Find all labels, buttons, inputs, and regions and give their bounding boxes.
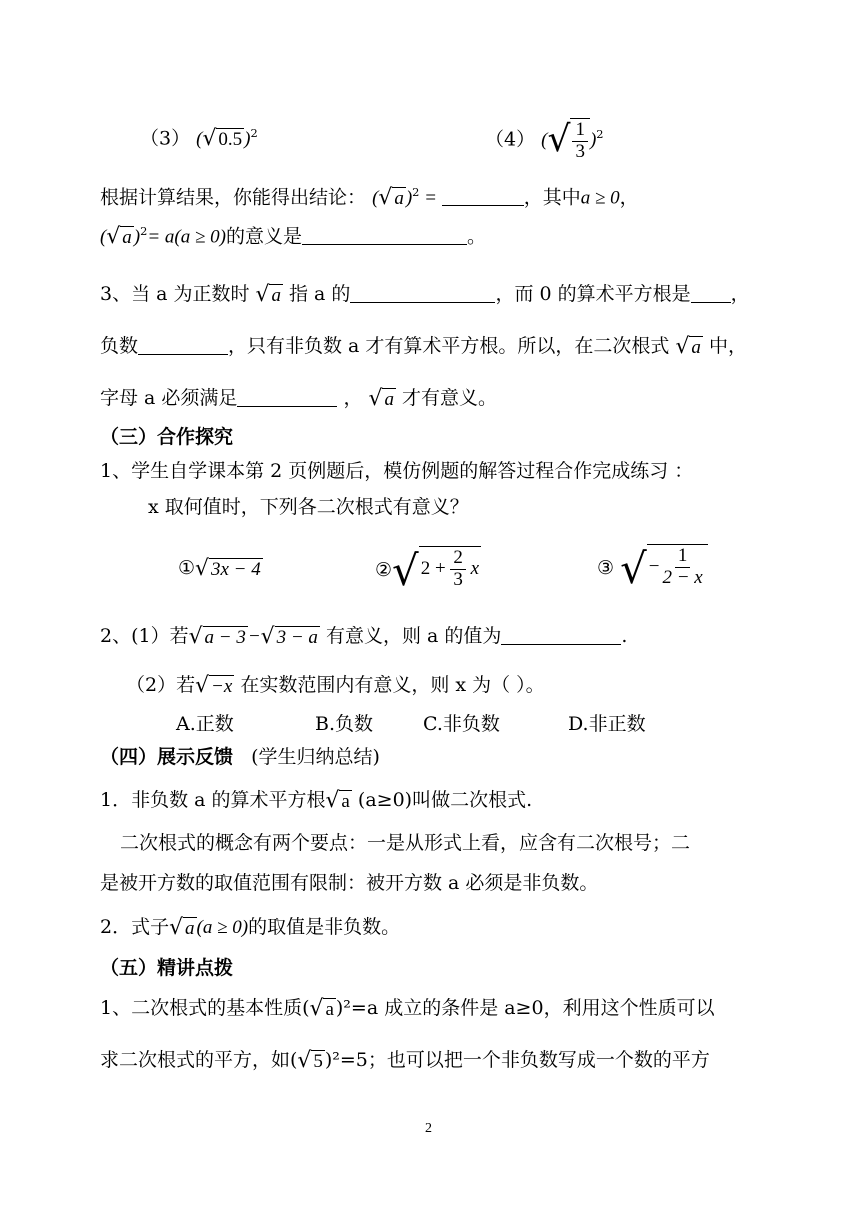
conclusion-mid: ，其中 [523,186,581,209]
exercise-item-3: （3） ( √ 0.5 )$^2$ [140,126,258,152]
answer-blank[interactable] [442,187,524,206]
answer-blank[interactable] [138,336,228,355]
exercise-item-4: （4） ( √ $\frac{1}{3}$ )$^2$ [485,118,604,162]
option-3: ③ √ − $\frac{1}{2 - x}$ [597,544,708,594]
lecture-line-1: 1、二次根式的基本性质( √ a )²=a 成立的条件是 a≥0，利用这个性质可以 [100,996,715,1021]
feedback-point-2: 2．式子 √ a (a ≥ 0)的取值是非负数。 [100,915,401,940]
heading-feedback: （四）展示反馈 [100,746,234,768]
coop-question-1: 1、学生自学课本第 2 页例题后，模仿例题的解答过程合作完成练习 ： [100,460,694,482]
coop-question-1-sub: x 取何值时，下列各二次根式有意义？ [148,496,469,518]
sqrt-expression: √ 0.5 [202,126,243,152]
heading-cooperative: （三）合作探究 [100,426,234,448]
lecture-line-2: 求二次根式的平方，如( √ 5 )²=5；也可以把一个非负数写成一个数的平方 [100,1048,710,1073]
choice-d[interactable]: D.非正数 [568,713,646,735]
choice-c[interactable]: C.非负数 [423,713,500,735]
option-1: ① √ 3x − 4 [178,556,261,581]
answer-blank[interactable] [237,388,337,407]
sqrt-a: √ a [255,282,281,308]
exponent: 2 [250,126,258,140]
sqrt-a: √ a [675,334,701,360]
sec3-line2: 负数 ，只有非负数 a 才有算术平方根。所以，在二次根式 √ a 中， [100,334,747,360]
item-number: （3） [140,127,191,150]
heading-feedback-note: (学生归纳总结) [251,746,380,768]
sec3-line3: 字母 a 必须满足 ， √ a 才有意义。 [100,386,497,412]
choice-a[interactable]: A.正数 [176,713,234,735]
item-number: （4） [485,128,536,151]
meaning-line: ( √ a )$^2$= a(a ≥ 0)的意义是 。 [100,224,487,250]
answer-blank[interactable] [691,284,731,303]
exponent: 2 [596,127,604,142]
feedback-paragraph-line1: 二次根式的概念有两个要点：一是从形式上看，应含有二次根号；二 [120,832,691,854]
sqrt-a: √ a [368,386,394,412]
coop-question-2b: （2）若 √ −x 在实数范围内有意义，则 x 为（ ）。 [126,673,545,698]
answer-blank[interactable] [302,226,467,245]
condition: a ≥ 0 [580,187,620,209]
answer-blank[interactable] [350,284,495,303]
feedback-paragraph-line2: 是被开方数的取值范围有限制：被开方数 a 必须是非负数。 [100,872,599,894]
conclusion-text: 根据计算结果，你能得出结论： [100,186,367,209]
heading-lecture: （五）精讲点拨 [100,957,234,979]
sqrt-a: √ a [378,185,404,211]
page-number: 2 [425,1121,432,1136]
feedback-point-1: 1．非负数 a 的算术平方根 √ a (a≥0)叫做二次根式. [100,788,533,813]
fraction: $\frac{1}{3}$ [572,120,588,163]
answer-blank[interactable] [501,626,621,645]
sqrt-fraction: √ $\frac{1}{3}$ [547,118,590,163]
conclusion-line: 根据计算结果，你能得出结论： ( √ a )$^2$ = ，其中a ≥ 0， [100,185,639,211]
coop-question-2: 2、(1）若 √ a − 3 − √ 3 − a 有意义，则 a 的值为 . [100,624,628,650]
heading-feedback-row [100,748,380,767]
option-2: ② √ 2 + $\frac{2}{3}$ x [375,546,480,595]
choice-b[interactable]: B.负数 [315,713,374,735]
meaning-text: 的意义是 [225,225,302,248]
sqrt-a: √ a [106,224,132,250]
sec3-line1: 3、当 a 为正数时 √ a 指 a 的 ，而 0 的算术平方根是 ， [100,282,750,308]
